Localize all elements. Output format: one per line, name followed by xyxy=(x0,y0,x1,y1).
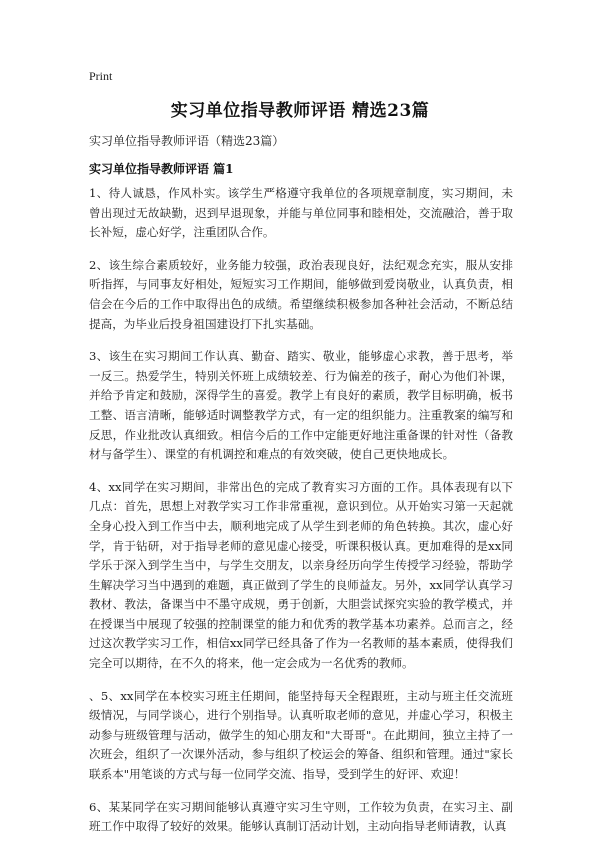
paragraph-3: 3、该生在实习期间工作认真、勤奋、踏实、敬业，能够虚心求教，善于思考，举一反三。热爱学生，特别关怀班上成绩较差、行为偏差的孩子，耐心为他们补课，并给予肯定和鼓励，深得学生的喜爱。教学上有良好的素质，教学目标明确，板书工整、语言清晰，能够适时调整教学方式，有一定的组织能力。注重教案的编写和反思，作业批改认真细致。相信今后的工作中定能更好地注重备课的针对性（备教材与备学生）、课堂的有机调控和难点的有效突破，使自己更快地成长。 xyxy=(89,349,513,462)
paragraph-4: 4、xx同学在实习期间，非常出色的完成了教育实习方面的工作。具体表现有以下几点：首先，思想上对教学实习工作非常重视，意识到位。从开始实习第一天起就全身心投入到工作当中去，顺利地完成了从学生到老师的角色转换。其次，虚心好学，肯于钻研，对于指导老师的意见虚心接受，听课积极认真。更加难得的是xx同学乐于深入到学生当中，与学生交朋友，以亲身经历向学生传授学习经验，帮助学生解决学习当中遇到的难题，真正做到了学生的良师益友。另外，xx同学认真学习教材、教法，备课当中不墨守成规，勇于创新，大胆尝试探究实验的教学模式，并在授课当中展现了较强的控制课堂的能力和优秀的教学基本功素养。总而言之，经过这次教学实习工作，相信xx同学已经具备了作为一名教师的基本素质，使得我们完全可以期待，在不久的将来，他一定会成为一名优秀的教师。 xyxy=(89,479,513,671)
section-heading: 实习单位指导教师评语 篇1 xyxy=(89,162,234,176)
document-title: 实习单位指导教师评语 精选23篇 xyxy=(170,101,430,121)
document-subtitle: 实习单位指导教师评语（精选23篇） xyxy=(89,134,285,148)
paragraph-2: 2、该生综合素质较好，业务能力较强，政治表现良好，法纪观念充实，服从安排听指挥，与同事友好相处，短短实习工作期间，能够做到爱岗敬业，认真负责，相信会在今后的工作中取得出色的成绩。希望继续积极参加各种社会活动，不断总结提高，为毕业后投身祖国建设打下扎实基础。 xyxy=(89,257,513,331)
paragraph-5: 、5、xx同学在本校实习班主任期间，能坚持每天全程跟班，主动与班主任交流班级情况，与同学谈心，进行个别指导。认真听取老师的意见，并虚心学习，积极主动参与班级管理与活动，做学生的知心朋友和"大哥哥"。在此期间，独立主持了一次班会，组织了一次课外活动，参与组织了校运会的筹备、组织和管理。通过"家长联系本"用笔谈的方式与每一位同学交流、指导，受到学生的好评、欢迎！ xyxy=(89,688,513,782)
document-body xyxy=(89,184,513,850)
print-label: Print xyxy=(89,69,113,83)
paragraph-1: 1、待人诚恳，作风朴实。该学生严格遵守我单位的各项规章制度，实习期间，未曾出现过无故缺勤，迟到早退现象，并能与单位同事和睦相处，交流融洽，善于取长补短，虚心好学，注重团队合作。 xyxy=(89,186,513,240)
paragraph-6: 6、某某同学在实习期间能够认真遵守实习生守则，工作较为负责，在实习主、副班工作中取得了较好的效果。能够认真制订活动计划，主动向指导老师请教，认真 xyxy=(89,799,513,834)
